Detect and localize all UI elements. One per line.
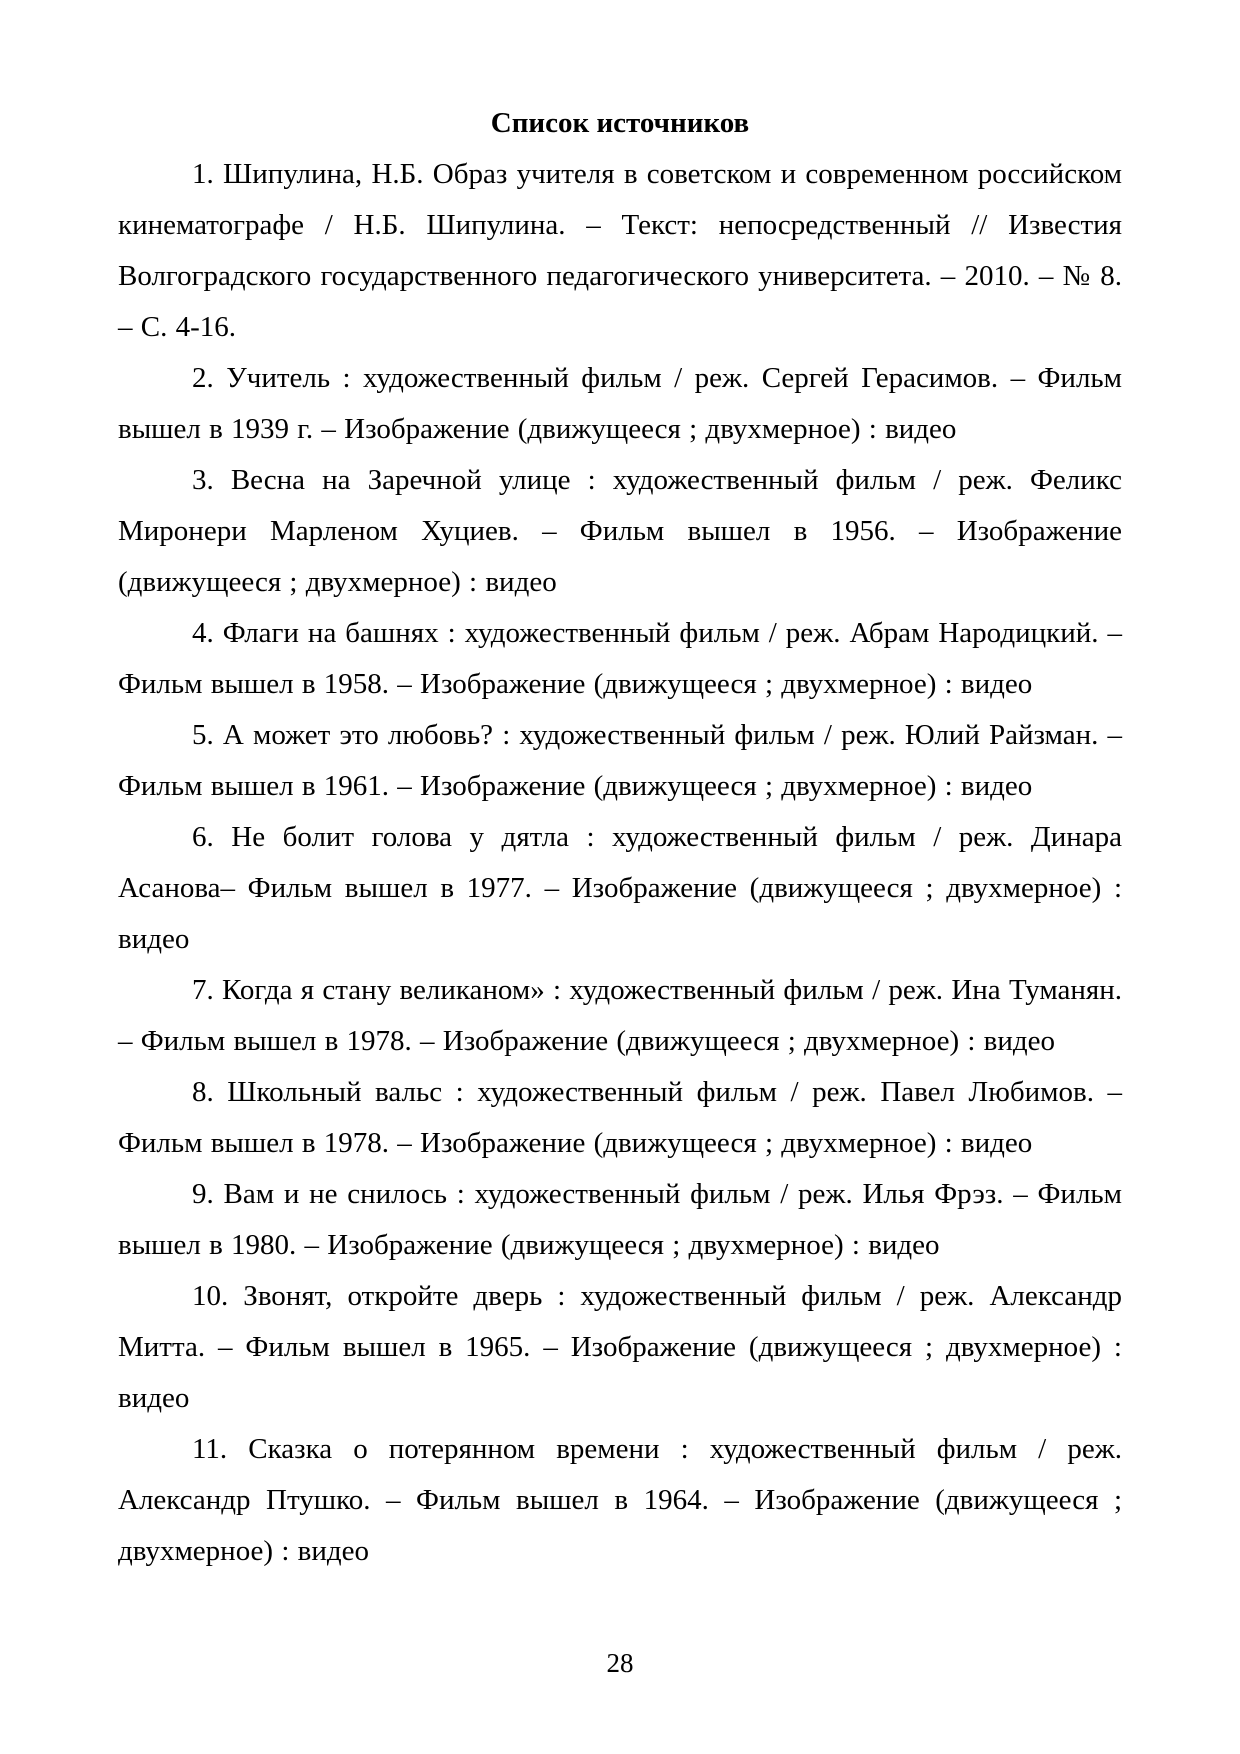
page-number: 28 — [606, 1648, 634, 1678]
reference-item-11: 11. Сказка о потерянном времени : художественный фильм / реж. Александр Птушко. – Фильм вышел в 1964. – Изображение (движущееся ; двухмерное) : видео — [118, 1433, 1122, 1567]
document-title: Список источников — [490, 107, 750, 139]
reference-item-1: 1. Шипулина, Н.Б. Образ учителя в советском и современном российском кинематографе / Н.Б. Шипулина. – Текст: непосредственный // Известия Волгоградского государственного педагогического университета. – 2010. – № 8. – С. 4-16. — [118, 158, 1122, 343]
reference-list — [118, 149, 1122, 1577]
reference-item-10: 10. Звонят, откройте дверь : художественный фильм / реж. Александр Митта. – Фильм вышел в 1965. – Изображение (движущееся ; двухмерное) : видео — [118, 1280, 1122, 1414]
document-content — [118, 98, 1122, 1577]
reference-item-7: 7. Когда я стану великаном» : художественный фильм / реж. Ина Туманян. – Фильм вышел в 1978. – Изображение (движущееся ; двухмерное) : видео — [118, 974, 1122, 1057]
reference-item-3: 3. Весна на Заречной улице : художественный фильм / реж. Феликс Миронери Марленом Хуциев. – Фильм вышел в 1956. – Изображение (движущееся ; двухмерное) : видео — [118, 464, 1122, 598]
reference-item-4: 4. Флаги на башнях : художественный фильм / реж. Абрам Народицкий. – Фильм вышел в 1958. – Изображение (движущееся ; двухмерное) : видео — [118, 617, 1122, 700]
reference-item-8: 8. Школьный вальс : художественный фильм / реж. Павел Любимов. – Фильм вышел в 1978. – Изображение (движущееся ; двухмерное) : видео — [118, 1076, 1122, 1159]
reference-item-9: 9. Вам и не снилось : художественный фильм / реж. Илья Фрэз. – Фильм вышел в 1980. – Изображение (движущееся ; двухмерное) : видео — [118, 1178, 1122, 1261]
reference-item-5: 5. А может это любовь? : художественный фильм / реж. Юлий Райзман. – Фильм вышел в 1961. – Изображение (движущееся ; двухмерное) : видео — [118, 719, 1122, 802]
reference-item-6: 6. Не болит голова у дятла : художественный фильм / реж. Динара Асанова– Фильм вышел в 1977. – Изображение (движущееся ; двухмерное) : видео — [118, 821, 1122, 955]
reference-item-2: 2. Учитель : художественный фильм / реж. Сергей Герасимов. – Фильм вышел в 1939 г. – Изображение (движущееся ; двухмерное) : видео — [118, 362, 1122, 445]
